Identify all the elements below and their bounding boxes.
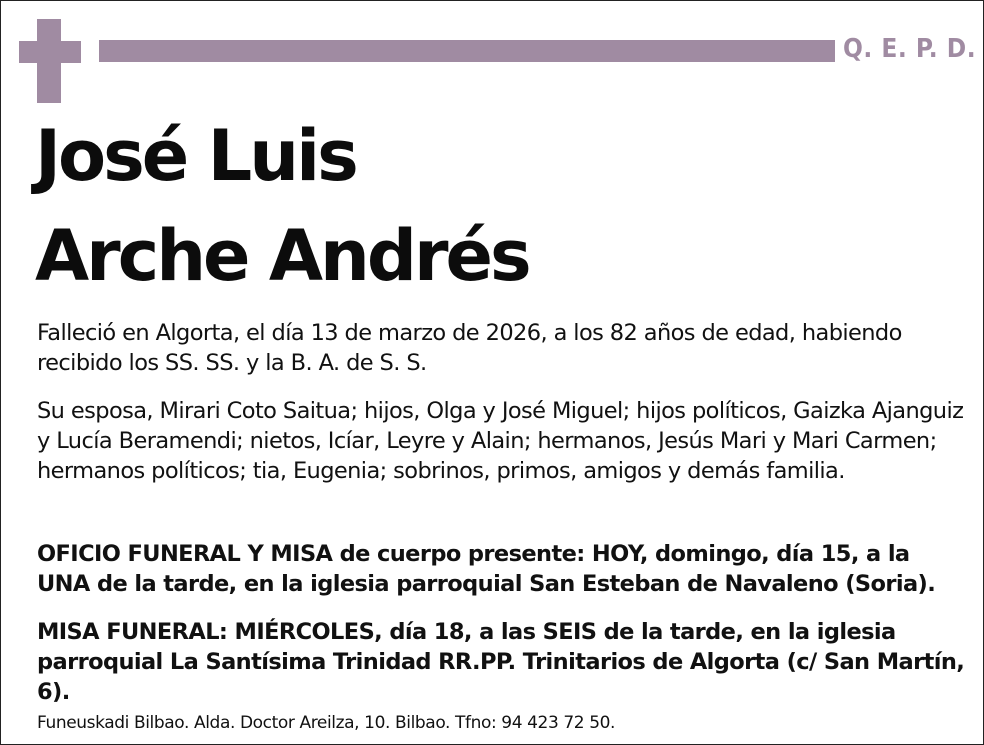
- family-paragraph: Su esposa, Mirari Coto Saitua; hijos, Olga y José Miguel; hijos políticos, Gaizka Ajanguiz y Lucía Beramendi; nietos, Icíar, Leyre y Alain; hermanos, Jesús Mari y Mari Carmen; hermanos políticos; tia, Eugenia; sobrinos, primos, amigos y demás familia.: [37, 398, 964, 484]
- funeral-mass-paragraph: MISA FUNERAL: MIÉRCOLES, día 18, a las SEIS de la tarde, en la iglesia parroquial La Santísima Trinidad RR.PP. Trinitarios de Algorta (c/ San Martín, 6).: [37, 619, 965, 705]
- funeral-home-footer: Funeuskadi Bilbao. Alda. Doctor Areilza, 10. Bilbao. Tfno: 94 423 72 50.: [37, 713, 616, 733]
- funeral-service-paragraph: OFICIO FUNERAL Y MISA de cuerpo presente: HOY, domingo, día 15, a la UNA de la tarde, en la iglesia parroquial San Esteban de Navaleno (Soria).: [37, 541, 936, 597]
- qepd-label: Q. E. P. D.: [843, 34, 977, 64]
- deceased-surnames: Arche Andrés: [35, 215, 529, 297]
- death-notice-paragraph: Falleció en Algorta, el día 13 de marzo de 2026, a los 82 años de edad, habiendo recibido los SS. SS. y la B. A. de S. S.: [37, 320, 902, 376]
- cross-horizontal-beam: [19, 41, 81, 63]
- header-bar: [99, 40, 835, 62]
- deceased-first-name: José Luis: [35, 115, 356, 197]
